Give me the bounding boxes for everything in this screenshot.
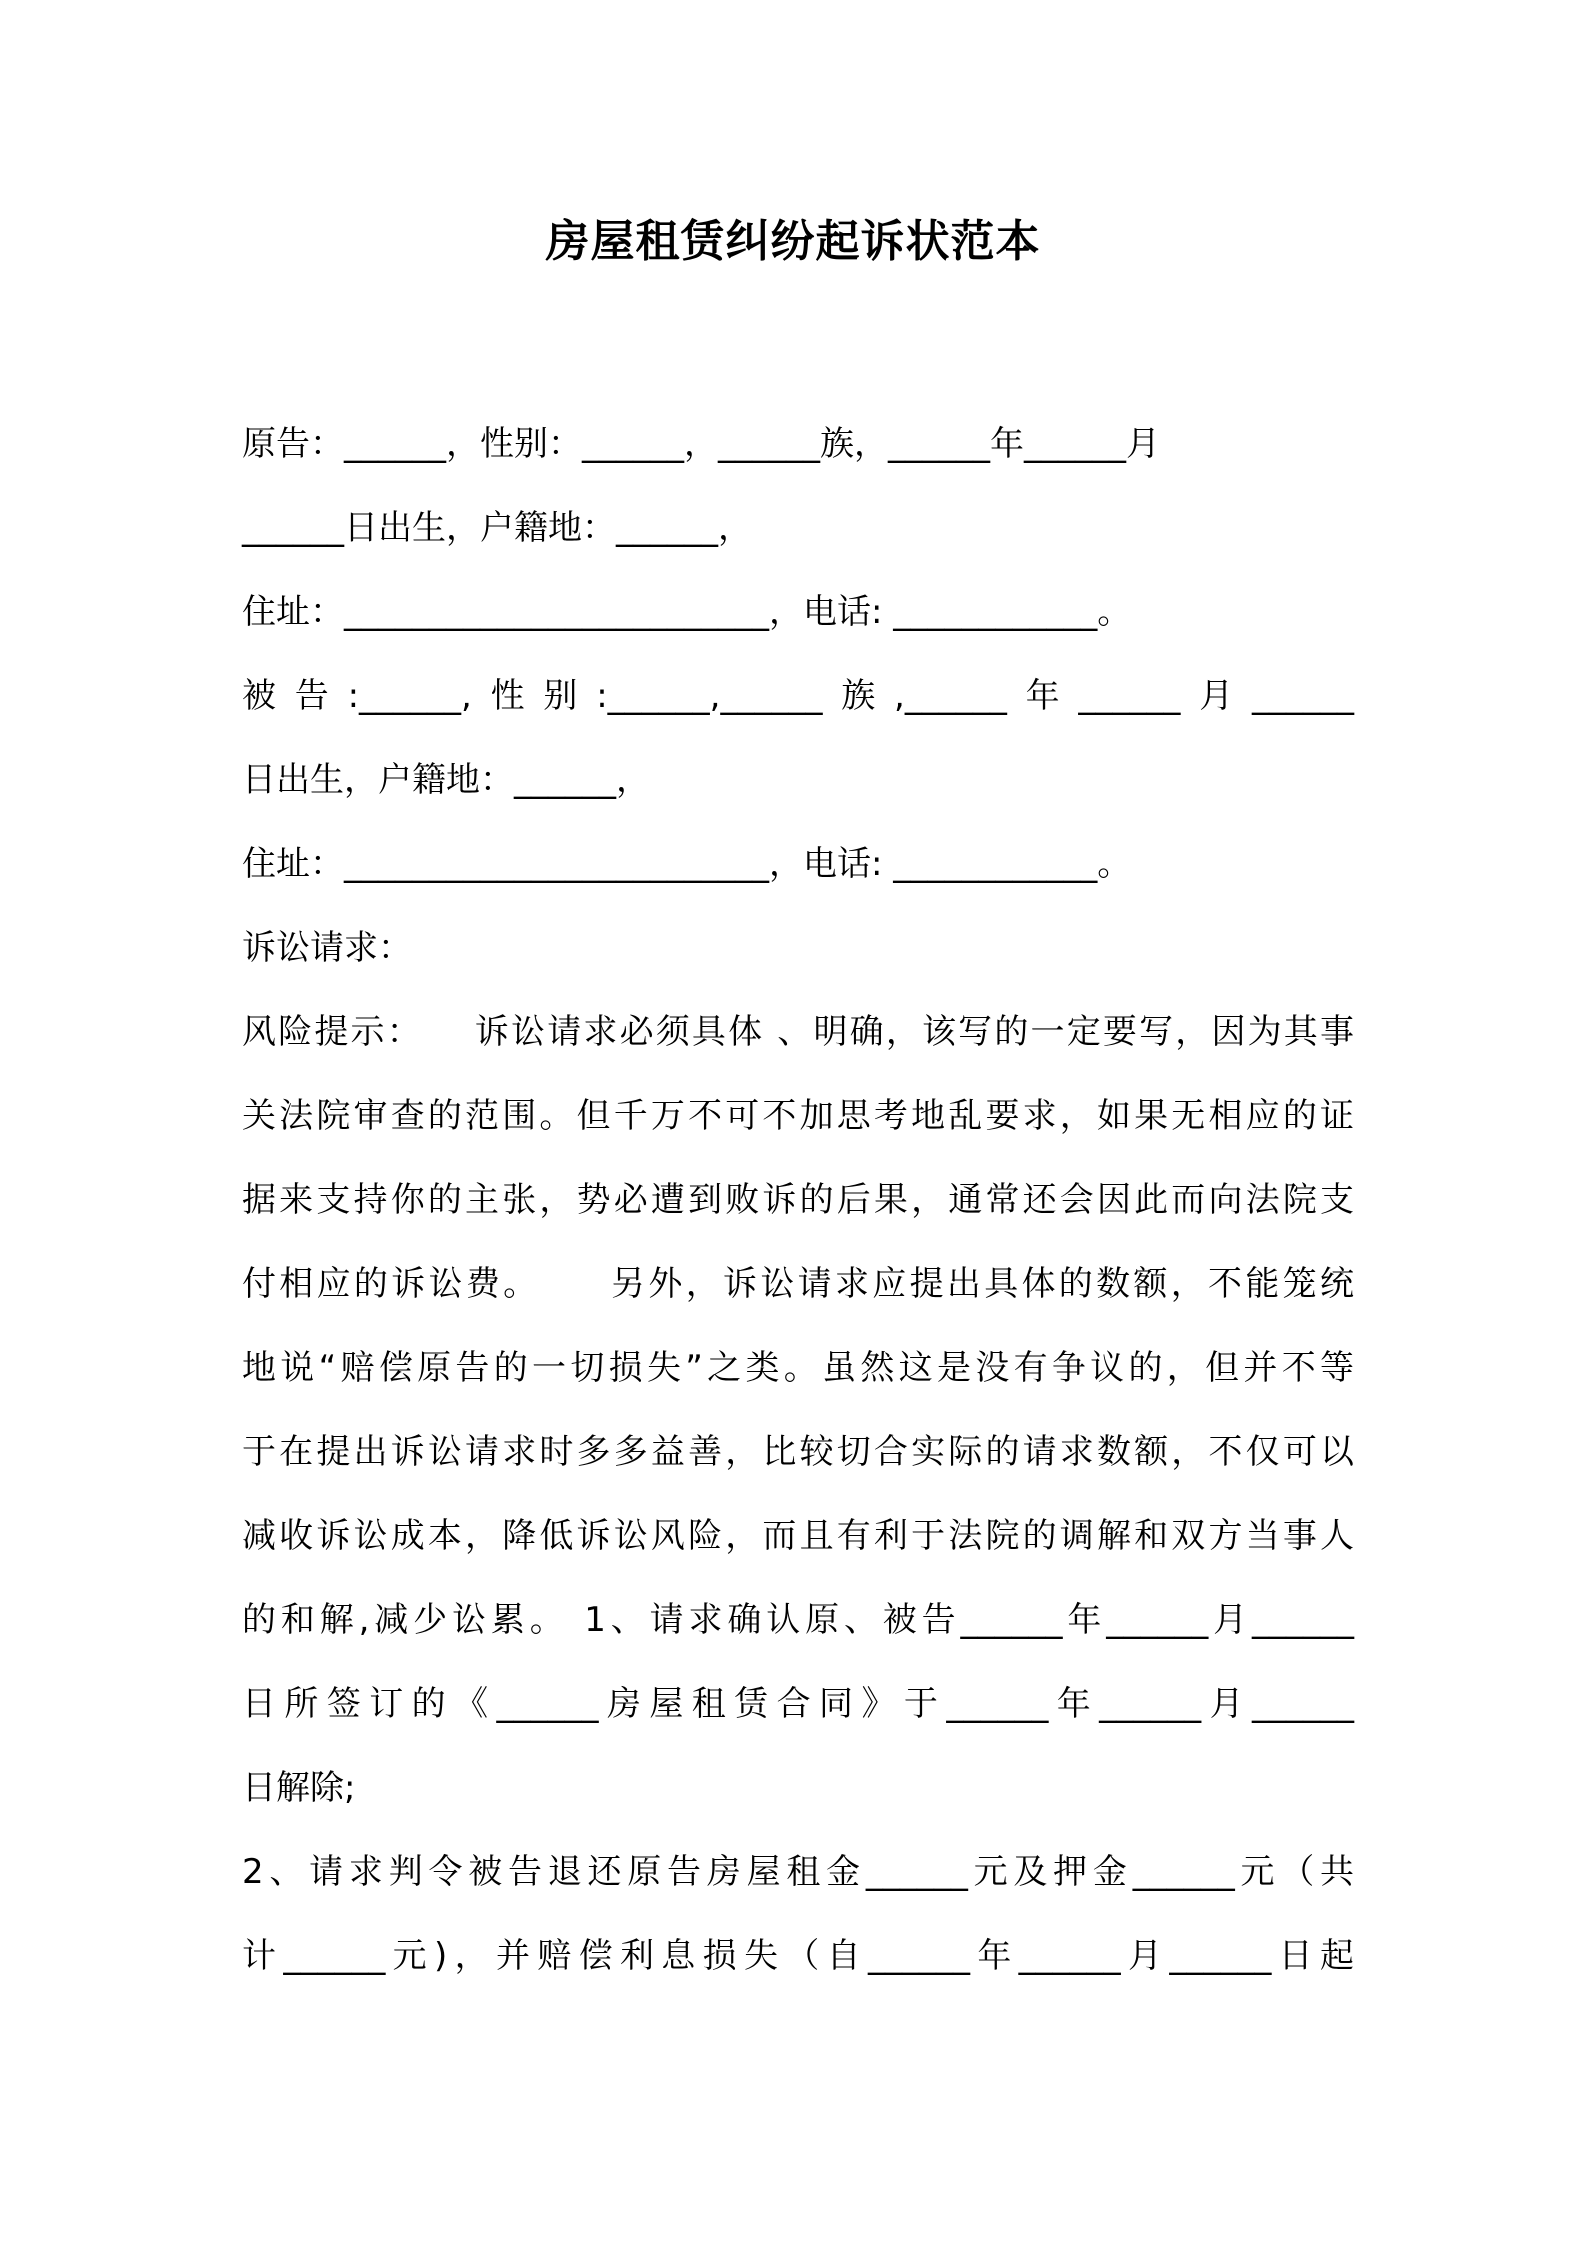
- claim-1-line-3: 日解除;: [242, 1768, 356, 1808]
- risk-note-line-1: 风险提示： 诉讼请求必须具体 、明确，该写的一定要写，因为其事: [242, 1012, 1354, 1052]
- document-title: 房屋租赁纠纷起诉状范本: [545, 216, 1041, 267]
- risk-note-line-6: 于在提出诉讼请求时多多益善，比较切合实际的请求数额，不仅可以: [242, 1432, 1354, 1472]
- plaintiff-line-2: ______日出生，户籍地：______，: [242, 508, 752, 548]
- risk-note-line-7: 减收诉讼成本，降低诉讼风险，而且有利于法院的调解和双方当事人: [242, 1516, 1354, 1556]
- plaintiff-address-line: 住址：_________________________，电话: ____________。: [242, 592, 1132, 632]
- claims-heading: 诉讼请求：: [242, 928, 412, 968]
- plaintiff-line-1: 原告：______，性别：______，______族，______年______月: [242, 424, 1160, 464]
- claim-1-line-1: 的和解,减少讼累。 1、请求确认原、被告______年______月______: [242, 1600, 1354, 1640]
- risk-note-line-2: 关法院审查的范围。但千万不可不加思考地乱要求，如果无相应的证: [242, 1096, 1354, 1136]
- claim-2-line-1: 2、请求判令被告退还原告房屋租金______元及押金______元（共: [242, 1852, 1354, 1892]
- defendant-line-2: 日出生，户籍地：______，: [242, 760, 650, 800]
- defendant-address-line: 住址：_________________________，电话: ____________。: [242, 844, 1132, 884]
- document-body: [242, 402, 1354, 1998]
- claim-1-line-2: 日所签订的《______房屋租赁合同》于______年______月______: [242, 1684, 1354, 1724]
- risk-note-line-4: 付相应的诉讼费。 另外，诉讼请求应提出具体的数额，不能笼统: [242, 1264, 1354, 1304]
- risk-note-line-5: 地说“赔偿原告的一切损失”之类。虽然这是没有争议的，但并不等: [242, 1348, 1354, 1388]
- defendant-line-1: 被告:______,性别:______,______族,______年______月______: [242, 676, 1354, 716]
- risk-note-line-3: 据来支持你的主张，势必遭到败诉的后果，通常还会因此而向法院支: [242, 1180, 1354, 1220]
- claim-2-line-2: 计______元)，并赔偿利息损失（自______年______月______日起: [242, 1936, 1354, 1976]
